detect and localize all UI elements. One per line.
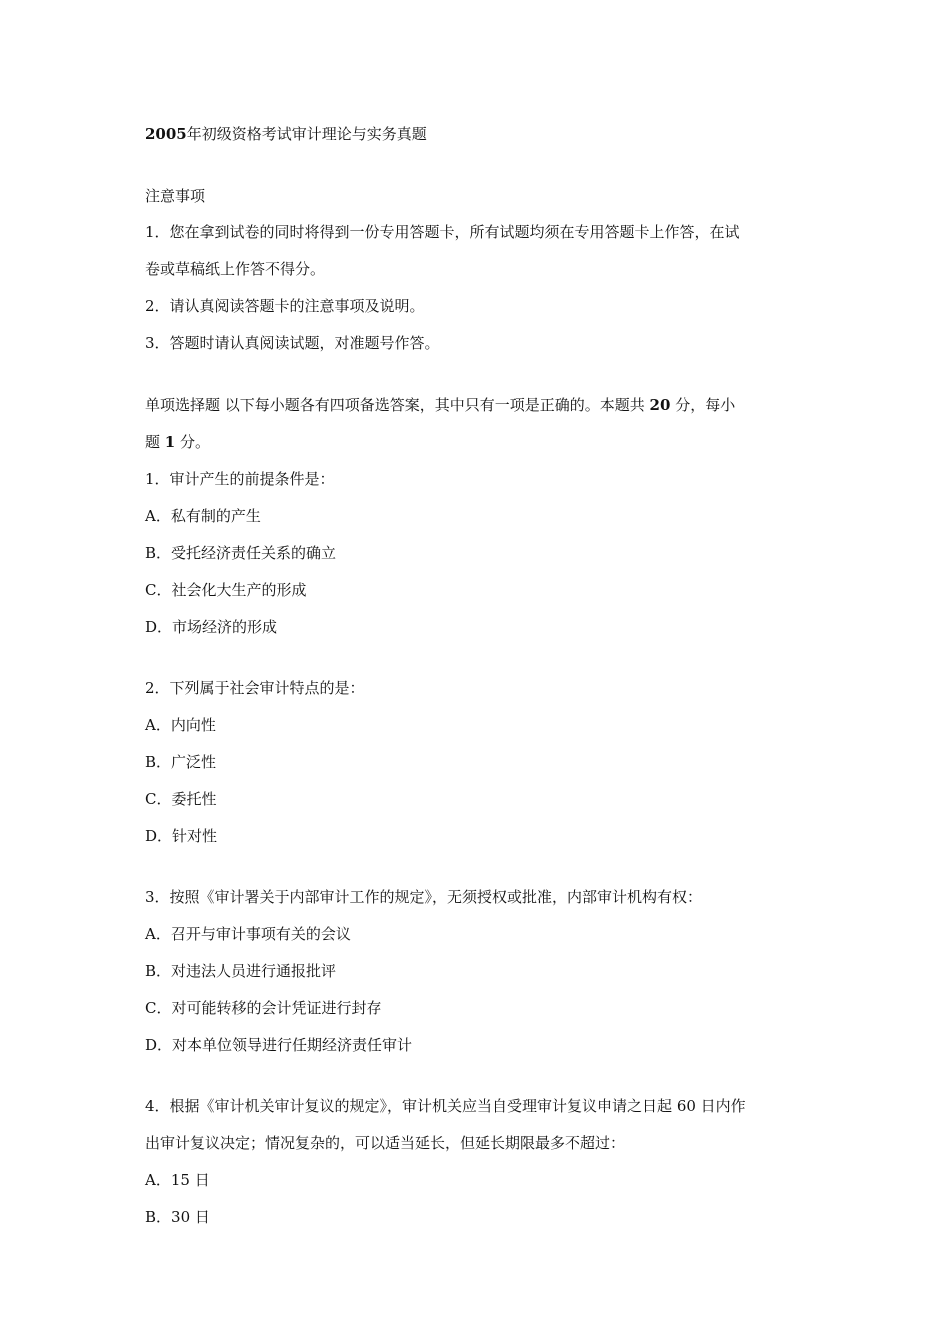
question-1-option-a: A．私有制的产生 (145, 507, 261, 525)
notice-item-1-line-1: 1．您在拿到试卷的同时将得到一份专用答题卡，所有试题均须在专用答题卡上作答，在试 (145, 223, 740, 241)
question-1-option-b: B．受托经济责任关系的确立 (145, 544, 337, 562)
question-1-stem: 1．审计产生的前提条件是： (145, 470, 335, 488)
question-2-stem: 2．下列属于社会审计特点的是： (145, 679, 365, 697)
notice-item-2: 2．请认真阅读答题卡的注意事项及说明。 (145, 297, 425, 315)
question-4-option-b: B．30 日 (145, 1208, 210, 1226)
question-1-option-d: D．市场经济的形成 (145, 618, 278, 636)
notice-heading: 注意事项 (145, 187, 206, 205)
notice-item-1-line-2: 卷或草稿纸上作答不得分。 (145, 260, 326, 278)
question-2-option-a: A．内向性 (145, 716, 216, 734)
question-3-option-d: D．对本单位领导进行任期经济责任审计 (145, 1036, 413, 1054)
question-3-option-b: B．对违法人员进行通报批评 (145, 962, 337, 980)
section-instructions-line-1: 单项选择题 以下每小题各有四项备选答案，其中只有一项是正确的。本题共 20 分，每小 (145, 396, 736, 414)
question-2-option-b: B．广泛性 (145, 753, 217, 771)
document-title: 2005年初级资格考试审计理论与实务真题 (145, 125, 427, 143)
question-4-stem-line-1: 4．根据《审计机关审计复议的规定》，审计机关应当自受理审计复议申请之日起 60 日内作 (145, 1097, 746, 1115)
question-2-option-d: D．针对性 (145, 827, 218, 845)
question-4-option-a: A．15 日 (145, 1171, 210, 1189)
question-1-option-c: C．社会化大生产的形成 (145, 581, 307, 599)
question-4-stem-line-2: 出审计复议决定；情况复杂的，可以适当延长，但延长期限最多不超过： (145, 1134, 626, 1152)
question-3-stem: 3．按照《审计署关于内部审计工作的规定》，无须授权或批准，内部审计机构有权： (145, 888, 703, 906)
notice-item-3: 3．答题时请认真阅读试题，对准题号作答。 (145, 334, 440, 352)
section-instructions-line-2: 题 1 分。 (145, 433, 210, 451)
question-3-option-a: A．召开与审计事项有关的会议 (145, 925, 351, 943)
question-2-option-c: C．委托性 (145, 790, 217, 808)
question-3-option-c: C．对可能转移的会计凭证进行封存 (145, 999, 382, 1017)
